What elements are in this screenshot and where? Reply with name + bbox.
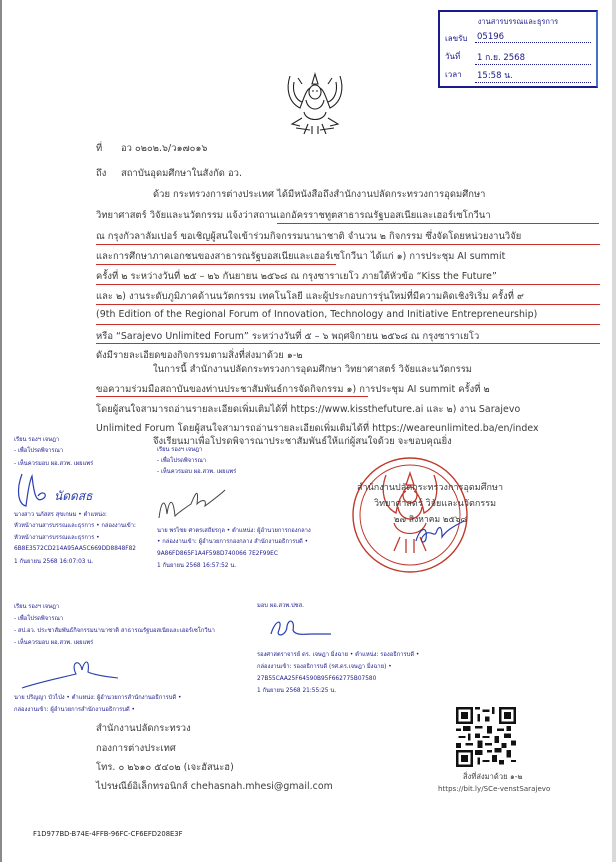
para2-line2: ขอความร่วมมือสถาบันของท่านประชาสัมพันธ์การจัดกิจกรรม ๑) การประชุม AI summit ครั้งที่ ๒ bbox=[96, 384, 490, 395]
endorsement2-timestamp: 1 กันยายน 2568 16:57:52 น. bbox=[157, 563, 237, 569]
endorsement1-signer: นางสาว นภัสสร สุขเกษม • ตำแหน่ง: bbox=[14, 512, 107, 518]
to-recipient: สถาบันอุดมศึกษาในสังกัด อว. bbox=[121, 168, 242, 179]
endorsement3-line4: - เห็นควรมอบ ผอ.สวพ. เผยแพร่ bbox=[14, 640, 94, 646]
endorsement2-signer: นาย พรไชย ศาตรเสถียรกุล • ตำแหน่ง: ผู้อำนวยการกองกลาง bbox=[157, 528, 311, 534]
highlight-underline bbox=[277, 223, 599, 224]
stamp-number-label: เลขรับ bbox=[445, 34, 468, 43]
endorsement4-signer: รองศาสตราจารย์ ดร. เจษฎา มิ่งฉาย • ตำแหน่ง: รองอธิการบดี • bbox=[257, 652, 420, 658]
qr-code-icon[interactable] bbox=[456, 707, 516, 767]
para1-line1: ด้วย กระทรวงการต่างประเทศ ได้มีหนังสือถึงสำนักงานปลัดกระทรวงการอุดมศึกษา bbox=[153, 189, 486, 200]
stamp-title: งานสารบรรณและธุรการ bbox=[477, 17, 559, 26]
endorsement4-position: กล่องงานเข้า: รองอธิการบดี (รศ.ดร.เจษฎา มิ่งฉาย) • bbox=[257, 664, 392, 670]
highlight-underline bbox=[96, 284, 600, 285]
highlight-underline bbox=[96, 244, 600, 245]
para2-line1: ในการนี้ สำนักงานปลัดกระทรวงการอุดมศึกษา วิทยาศาสตร์ วิจัยและนวัตกรรม bbox=[153, 364, 473, 375]
contact-division: กองการต่างประเทศ bbox=[96, 743, 176, 754]
signature-2-icon bbox=[155, 482, 245, 524]
para2-line3: โดยผู้สนใจสามารถอ่านรายละเอียดเพิ่มเติมได้ที่ https://www.kissthefuture.ai และ ๒) งาน Sarajevo bbox=[96, 404, 521, 415]
para1-line9: ดังมีรายละเอียดของกิจกรรมตามสิ่งที่ส่งมาด้วย ๑-๒ bbox=[96, 350, 303, 361]
para1-line7: (9th Edition of the Regional Forum of Innovation, Technology and Initiative Entrepreneurship) bbox=[96, 309, 538, 320]
issuer-signature-icon bbox=[412, 517, 472, 547]
endorsement3-signer: นาย ปริญญา บัวไป่ง • ตำแหน่ง: ผู้อำนวยการสำนักงานอธิการบดี • bbox=[14, 695, 182, 701]
highlight-underline bbox=[96, 264, 336, 265]
ref-label: ที่ bbox=[96, 143, 103, 154]
receipt-stamp bbox=[438, 10, 598, 88]
endorsement2-line1: เรียน รองฯ เจษฎา bbox=[157, 447, 203, 453]
endorsement2-line3: - เห็นควรมอบ ผอ.สวพ. เผยแพร่ bbox=[157, 469, 237, 475]
attachment-url[interactable]: https://bit.ly/SCe-venstSarajevo bbox=[438, 785, 551, 793]
endorsement1-timestamp: 1 กันยายน 2568 16:07:03 น. bbox=[14, 559, 94, 565]
attachment-label: สิ่งที่ส่งมาด้วย ๑-๒ bbox=[463, 772, 523, 781]
signature-4-icon bbox=[265, 612, 335, 642]
endorsement1-position1: หัวหน้างานสารบรรณและธุรการ • กล่องงานเข้า: bbox=[14, 523, 136, 529]
endorsement3-line3: - สป.อว. ประชาสัมพันธ์กิจกรรมนานาชาติ สาธารณรัฐบอสเนียและเฮอร์เซโกวีนา bbox=[14, 628, 215, 634]
stamp-number-row bbox=[445, 32, 595, 45]
issuer-line2: วิทยาศาสตร์ วิจัยและนวัตกรรม bbox=[374, 499, 497, 509]
para1-line5: ครั้งที่ ๒ ระหว่างวันที่ ๒๕ – ๒๖ กันยายน ๒๕๖๘ ณ กรุงซาราเยโว ภายใต้หัวข้อ “Kiss the Future” bbox=[96, 271, 497, 282]
para1-line8: หรือ “Sarajevo Unlimited Forum” ระหว่างวันที่ ๕ – ๖ พฤศจิกายน ๒๕๖๘ ณ กรุงซาราเยโว bbox=[96, 331, 480, 342]
issuer-date: ๒๗ สิงหาคม ๒๕๖๘ bbox=[394, 515, 468, 525]
signature-3-icon bbox=[20, 652, 120, 692]
document-id: F1D977BD-B74E-4FFB-96FC-CF6EFD208E3F bbox=[33, 830, 183, 838]
stamp-date-row bbox=[445, 50, 595, 63]
endorsement1-position2: หัวหน้างานสารบรรณและธุรการ • bbox=[14, 535, 100, 541]
endorsement2-hash: 9A86FD865F1A4F598D740066 7E2F99EC bbox=[157, 551, 278, 557]
endorsement4-hash: 27B55CAA25F64590B95F662775B07580 bbox=[257, 676, 377, 682]
endorsement1-line3: - เห็นควรมอบ ผอ.สวพ. เผยแพร่ bbox=[14, 461, 94, 467]
stamp-time-value: 15:58 น. bbox=[475, 68, 591, 83]
para1-line2: วิทยาศาสตร์ วิจัยและนวัตกรรม แจ้งว่าสถานเอกอัครราชทูตสาธารณรัฐบอสเนียและเฮอร์เซโกวีนา bbox=[96, 210, 491, 221]
highlight-underline bbox=[96, 304, 600, 305]
endorsement1-line1: เรียน รองฯ เจษฎา bbox=[14, 437, 60, 443]
para1-line4: และการศึกษาภาคเอกชนของสาธารณรัฐบอสเนียและเฮอร์เซโกวีนา ได้แก่ ๑) การประชุม AI summit bbox=[96, 251, 506, 262]
endorsement3-position: กล่องงานเข้า: ผู้อำนวยการสำนักงานอธิการบดี • bbox=[14, 707, 135, 713]
endorsement3-line2: - เพื่อโปรดพิจารณา bbox=[14, 616, 64, 622]
ref-number: อว ๐๒๐๒.๖/ว๑๗๐๑๖ bbox=[121, 143, 208, 154]
endorsement2-line2: - เพื่อโปรดพิจารณา bbox=[157, 458, 207, 464]
highlight-underline bbox=[96, 324, 600, 325]
stamp-time-label: เวลา bbox=[445, 70, 462, 79]
contact-office: สำนักงานปลัดกระทรวง bbox=[96, 723, 191, 734]
para1-line3: ณ กรุงกัวลาลัมเปอร์ ขอเชิญผู้สนใจเข้าร่วมกิจกรรมนานาชาติ จำนวน ๒ กิจกรรม ซึ่งจัดโดยหน่วยงานวิจัย bbox=[96, 231, 522, 242]
endorsement4-timestamp: 1 กันยายน 2568 21:55:25 น. bbox=[257, 688, 337, 694]
para2-line4: Unlimited Forum โดยผู้สนใจสามารถอ่านรายละเอียดเพิ่มเติมได้ที่ https://weareunlimited.ba/en/index bbox=[96, 423, 539, 434]
endorsement1-line2: - เพื่อโปรดพิจารณา bbox=[14, 448, 64, 454]
closing-line: จึงเรียนมาเพื่อโปรดพิจารณาประชาสัมพันธ์ให้แก่ผู้สนใจด้วย จะขอบคุณยิ่ง bbox=[153, 436, 452, 447]
page-scrollbar[interactable] bbox=[612, 0, 616, 862]
endorsement2-position: • กล่องงานเข้า: ผู้อำนวยการกองกลาง สำนักงานอธิการบดี • bbox=[157, 539, 309, 545]
stamp-date-label: วันที่ bbox=[445, 52, 461, 61]
contact-email: ไปรษณีย์อิเล็กทรอนิกส์ chehasnah.mhesi@gmail.com bbox=[96, 781, 333, 792]
endorsement1-hash: 6B8E3572CD214A95AA5C669DD8848F82 bbox=[14, 546, 136, 552]
to-label: ถึง bbox=[96, 168, 107, 179]
signature-1-icon bbox=[14, 470, 124, 510]
para1-line6: และ ๒) งานระดับภูมิภาคด้านนวัตกรรม เทคโนโลยี และผู้ประกอบการรุ่นใหม่ที่มีความคิดเชิงริเริ่ม ครั้งที่ ๙ bbox=[96, 291, 524, 302]
svg-text:นัดดสธ: นัดดสธ bbox=[54, 489, 93, 503]
garuda-emblem-icon bbox=[282, 68, 348, 138]
page-border-left bbox=[0, 0, 2, 862]
stamp-number-value: 05196 bbox=[475, 32, 591, 43]
endorsement3-line1: เรียน รองฯ เจษฎา bbox=[14, 604, 60, 610]
contact-phone: โทร. ๐ ๒๖๑๐ ๕๔๐๒ (เจะฮัสนะฮ) bbox=[96, 762, 234, 773]
stamp-time-row bbox=[445, 68, 595, 81]
highlight-underline bbox=[96, 343, 600, 344]
issuer-line1: สำนักงานปลัดกระทรวงการอุดมศึกษา bbox=[357, 483, 504, 493]
endorsement4-line1: มอบ ผอ.สวพ.ปชส. bbox=[257, 603, 304, 609]
stamp-date-value: 1 ก.ย. 2568 bbox=[475, 50, 591, 65]
